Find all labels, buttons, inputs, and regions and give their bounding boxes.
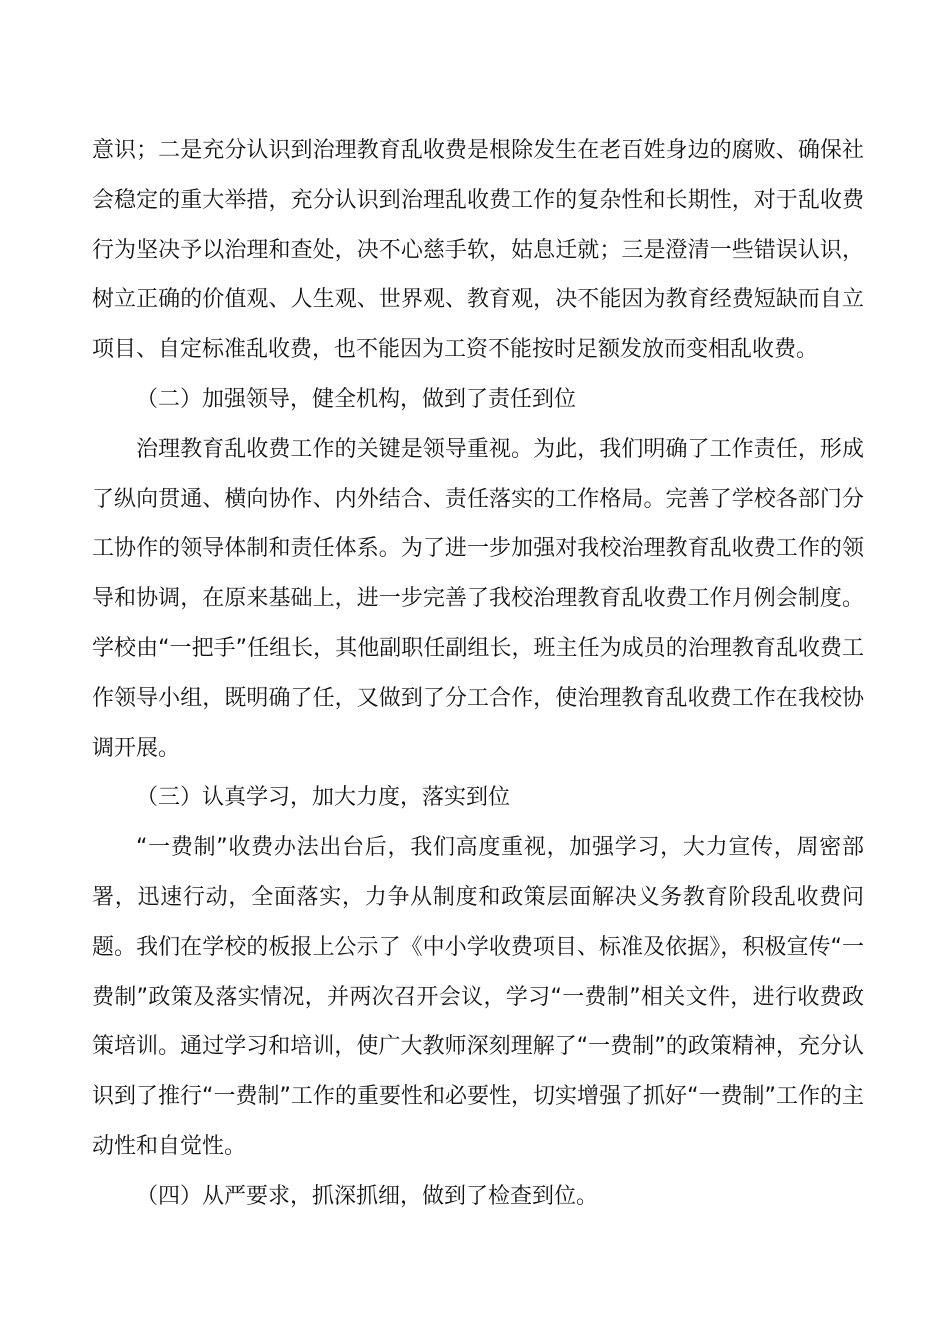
section-heading-4: （四）从严要求，抓深抓细，做到了检查到位。 [136, 1183, 599, 1209]
section-heading-2: （二）加强领导，健全机构，做到了责任到位 [136, 386, 577, 412]
body-paragraph-continued: 意识；二是充分认识到治理教育乱收费是根除发生在老百姓身边的腐败、确保社会稳定的重大举措，充分认识到治理乱收费工作的复杂性和长期性，对于乱收费行为坚决予以治理和查处，决不心慈手软，姑息迁就；三是澄清一些错误认识，树立正确的价值观、人生观、世界观、教育观，决不能因为教育经费短缺而自立项目、自定标准乱收费，也不能因为工资不能按时足额发放而变相乱收费。 [92, 138, 864, 363]
document-page [92, 126, 864, 1222]
section-heading-3: （三）认真学习，加大力度，落实到位 [136, 785, 511, 811]
body-paragraph: “一费制”收费办法出台后，我们高度重视，加强学习，大力宣传，周密部署，迅速行动，全面落实，力争从制度和政策层面解决义务教育阶段乱收费问题。我们在学校的板报上公示了《中小学收费项目、标准及依据》，积极宣传“一费制”政策及落实情况，并两次召开会议，学习“一费制”相关文件，进行收费政策培训。通过学习和培训，使广大教师深刻理解了“一费制”的政策精神，充分认识到了推行“一费制”工作的重要性和必要性，切实增强了抓好“一费制”工作的主动性和自觉性。 [92, 835, 864, 1159]
body-paragraph: 治理教育乱收费工作的关键是领导重视。为此，我们明确了工作责任，形成了纵向贯通、横向协作、内外结合、责任落实的工作格局。完善了学校各部门分工协作的领导体制和责任体系。为了进一步加强对我校治理教育乱收费工作的领导和协调，在原来基础上，进一步完善了我校治理教育乱收费工作月例会制度。学校由“一把手”任组长，其他副职任副组长，班主任为成员的治理教育乱收费工作领导小组，既明确了任，又做到了分工合作，使治理教育乱收费工作在我校协调开展。 [92, 436, 864, 761]
